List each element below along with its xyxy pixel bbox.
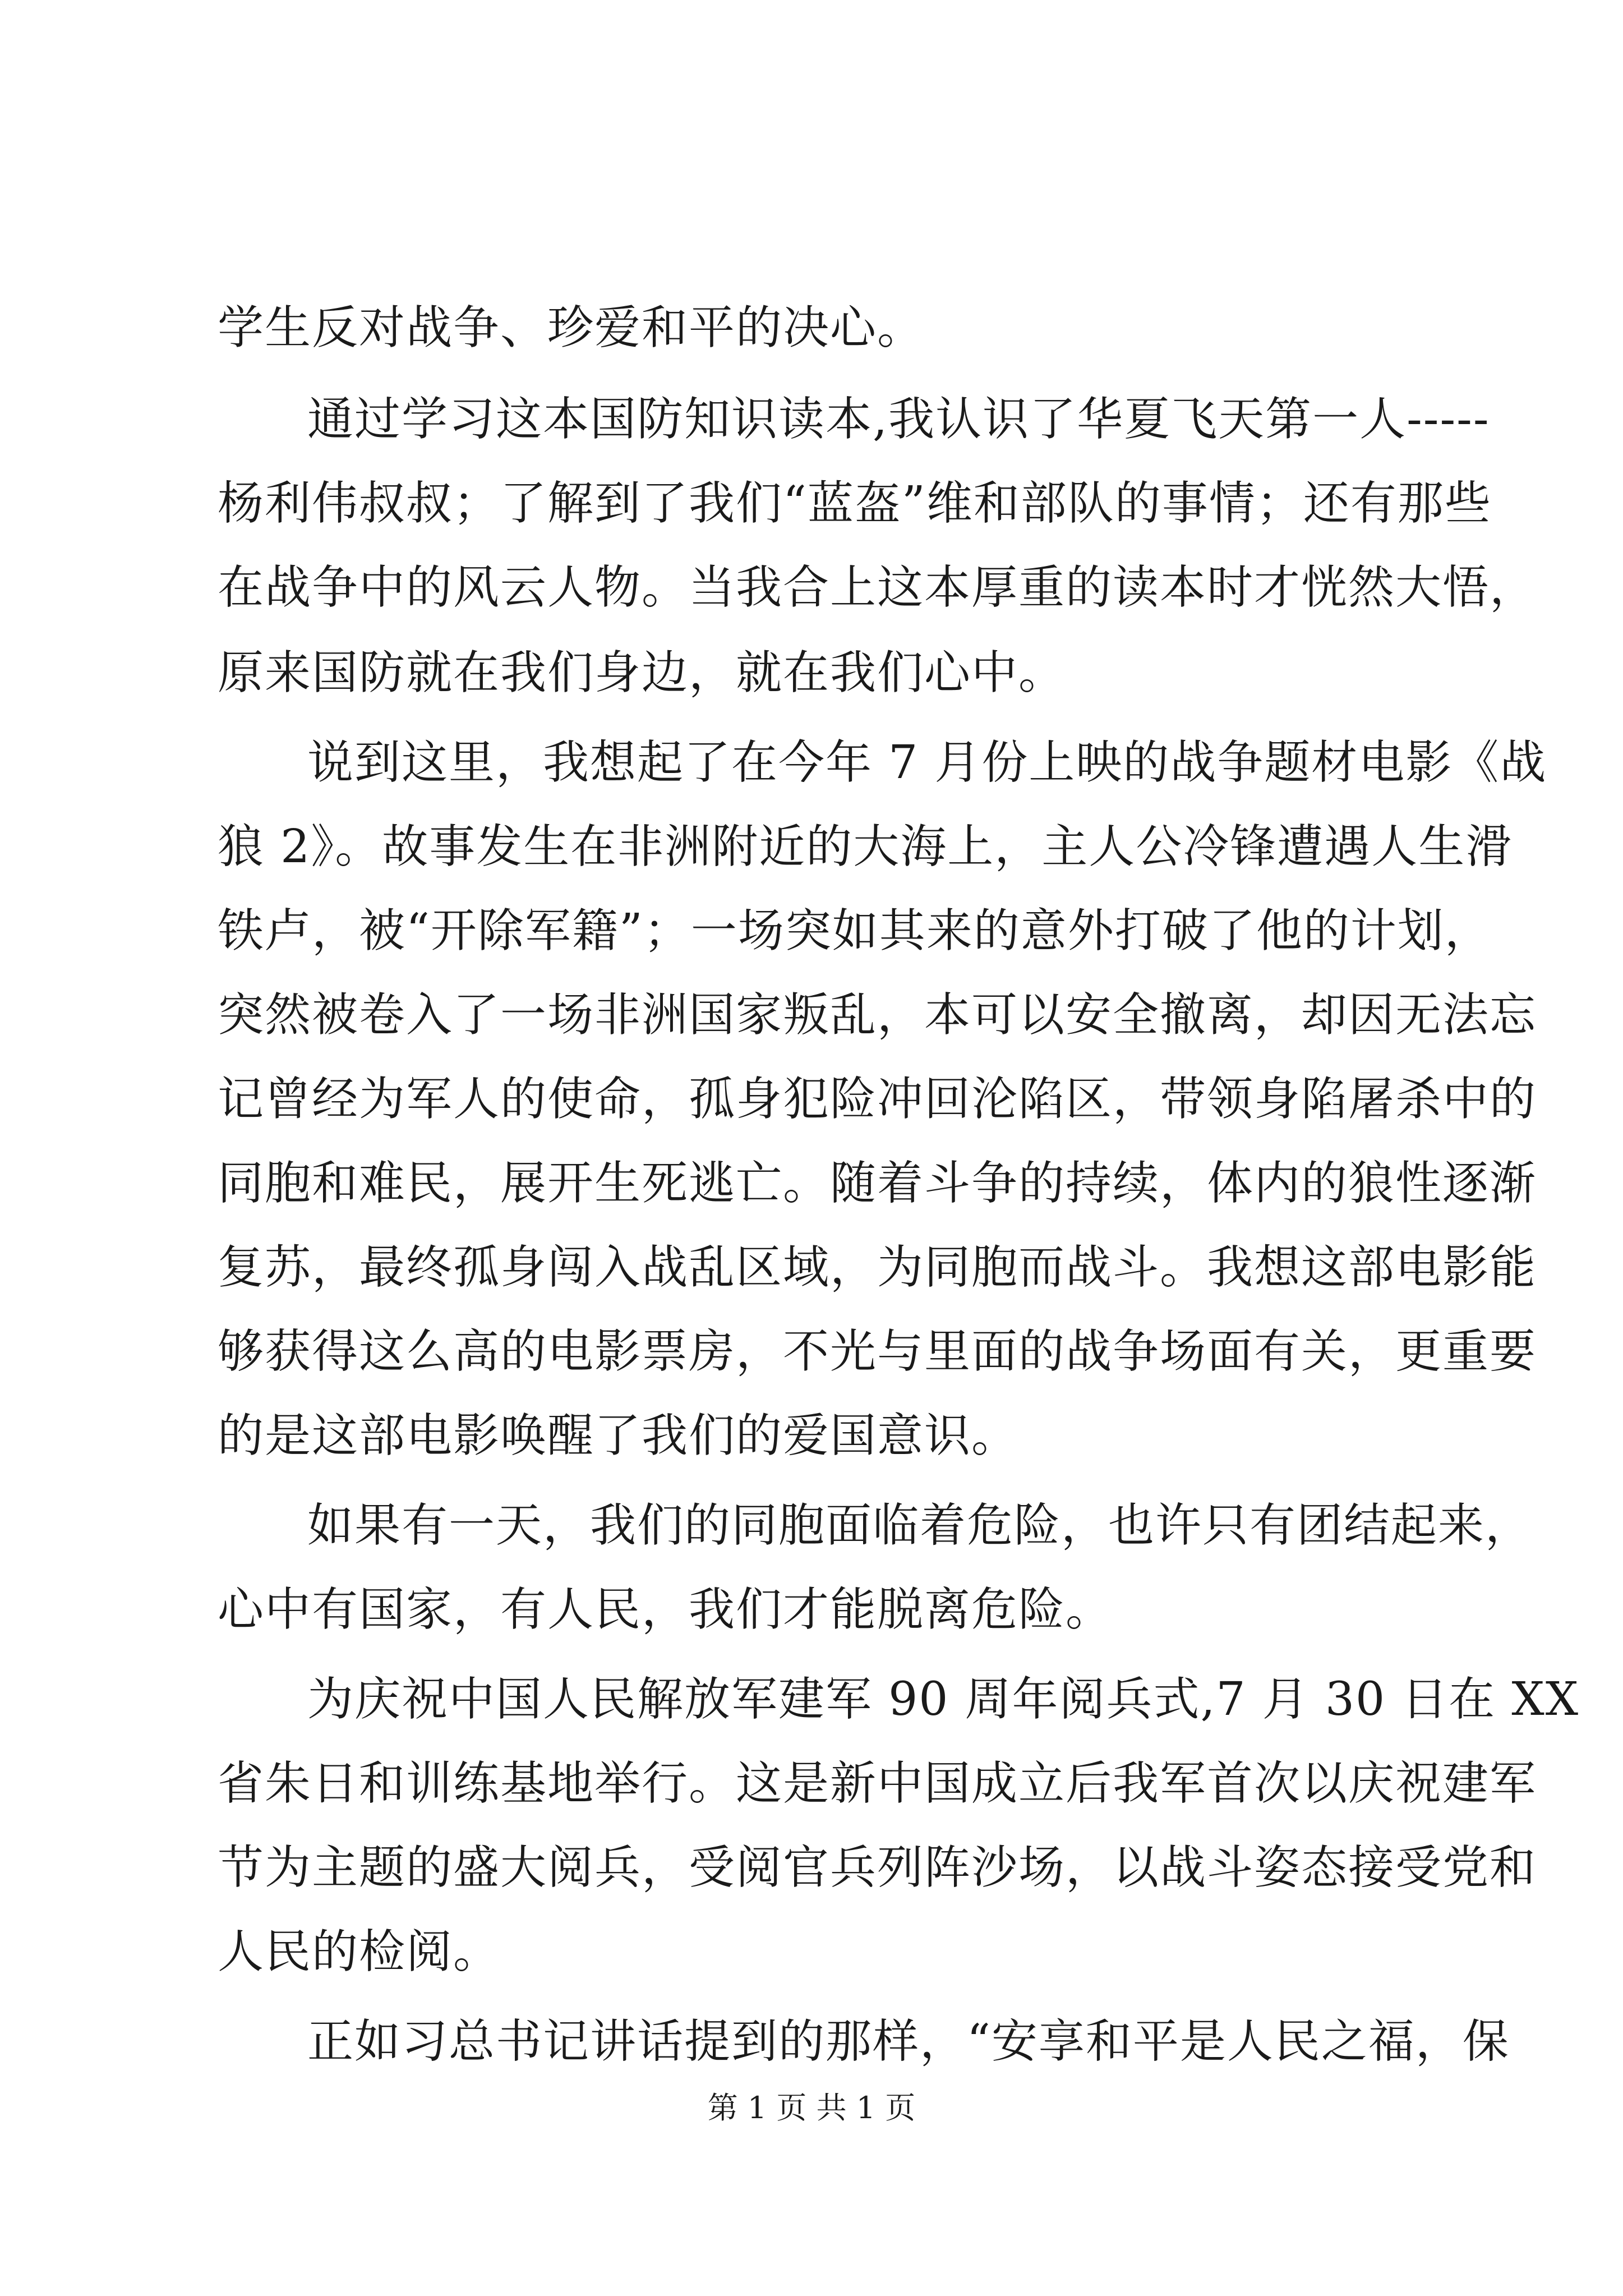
text-line: 在战争中的风云人物。当我合上这本厚重的读本时才恍然大悟， [218,561,1537,614]
text-line: 同胞和难民，展开生死逃亡。随着斗争的持续，体内的狼性逐渐 [218,1157,1537,1210]
text-line: 突然被卷入了一场非洲国家叛乱，本可以安全撤离，却因无法忘 [218,988,1537,1042]
text-line: 的是这部电影唤醒了我们的爱国意识。 [218,1409,1019,1462]
text-line: 为庆祝中国人民解放军建军 90 周年阅兵式,7 月 30 日在 XX [307,1673,1580,1726]
text-line: 节为主题的盛大阅兵，受阅官兵列阵沙场，以战斗姿态接受党和 [218,1841,1537,1894]
text-line: 复苏，最终孤身闯入战乱区域，为同胞而战斗。我想这部电影能 [218,1241,1537,1294]
text-line: 狼 2》。故事发生在非洲附近的大海上，主人公冷锋遭遇人生滑 [218,820,1513,873]
text-line: 杨利伟叔叔；了解到了我们“蓝盔”维和部队的事情；还有那些 [218,477,1492,530]
text-line: 人民的检阅。 [218,1925,501,1978]
text-line: 记曾经为军人的使命，孤身犯险冲回沦陷区，带领身陷屠杀中的 [218,1073,1537,1126]
text-line: 说到这里，我想起了在今年 7 月份上映的战争题材电影《战 [307,736,1547,789]
page-number-footer: 第 1 页 共 1 页 [707,2090,916,2125]
text-line: 铁卢，被“开除军籍”；一场突如其来的意外打破了他的计划， [218,904,1492,958]
text-line: 学生反对战争、珍爱和平的决心。 [218,301,925,355]
text-line: 原来国防就在我们身边，就在我们心中。 [218,646,1066,700]
text-line: 如果有一天，我们的同胞面临着危险，也许只有团结起来， [307,1499,1533,1552]
text-line: 心中有国家，有人民，我们才能脱离危险。 [218,1583,1113,1636]
text-line: 够获得这么高的电影票房，不光与里面的战争场面有关，更重要 [218,1325,1537,1378]
text-line: 正如习总书记讲话提到的那样，“安享和平是人民之福，保 [307,2015,1510,2068]
text-line: 通过学习这本国防知识读本,我认识了华夏飞天第一人----- [307,393,1490,446]
text-line: 省朱日和训练基地举行。这是新中国成立后我军首次以庆祝建军 [218,1757,1537,1810]
